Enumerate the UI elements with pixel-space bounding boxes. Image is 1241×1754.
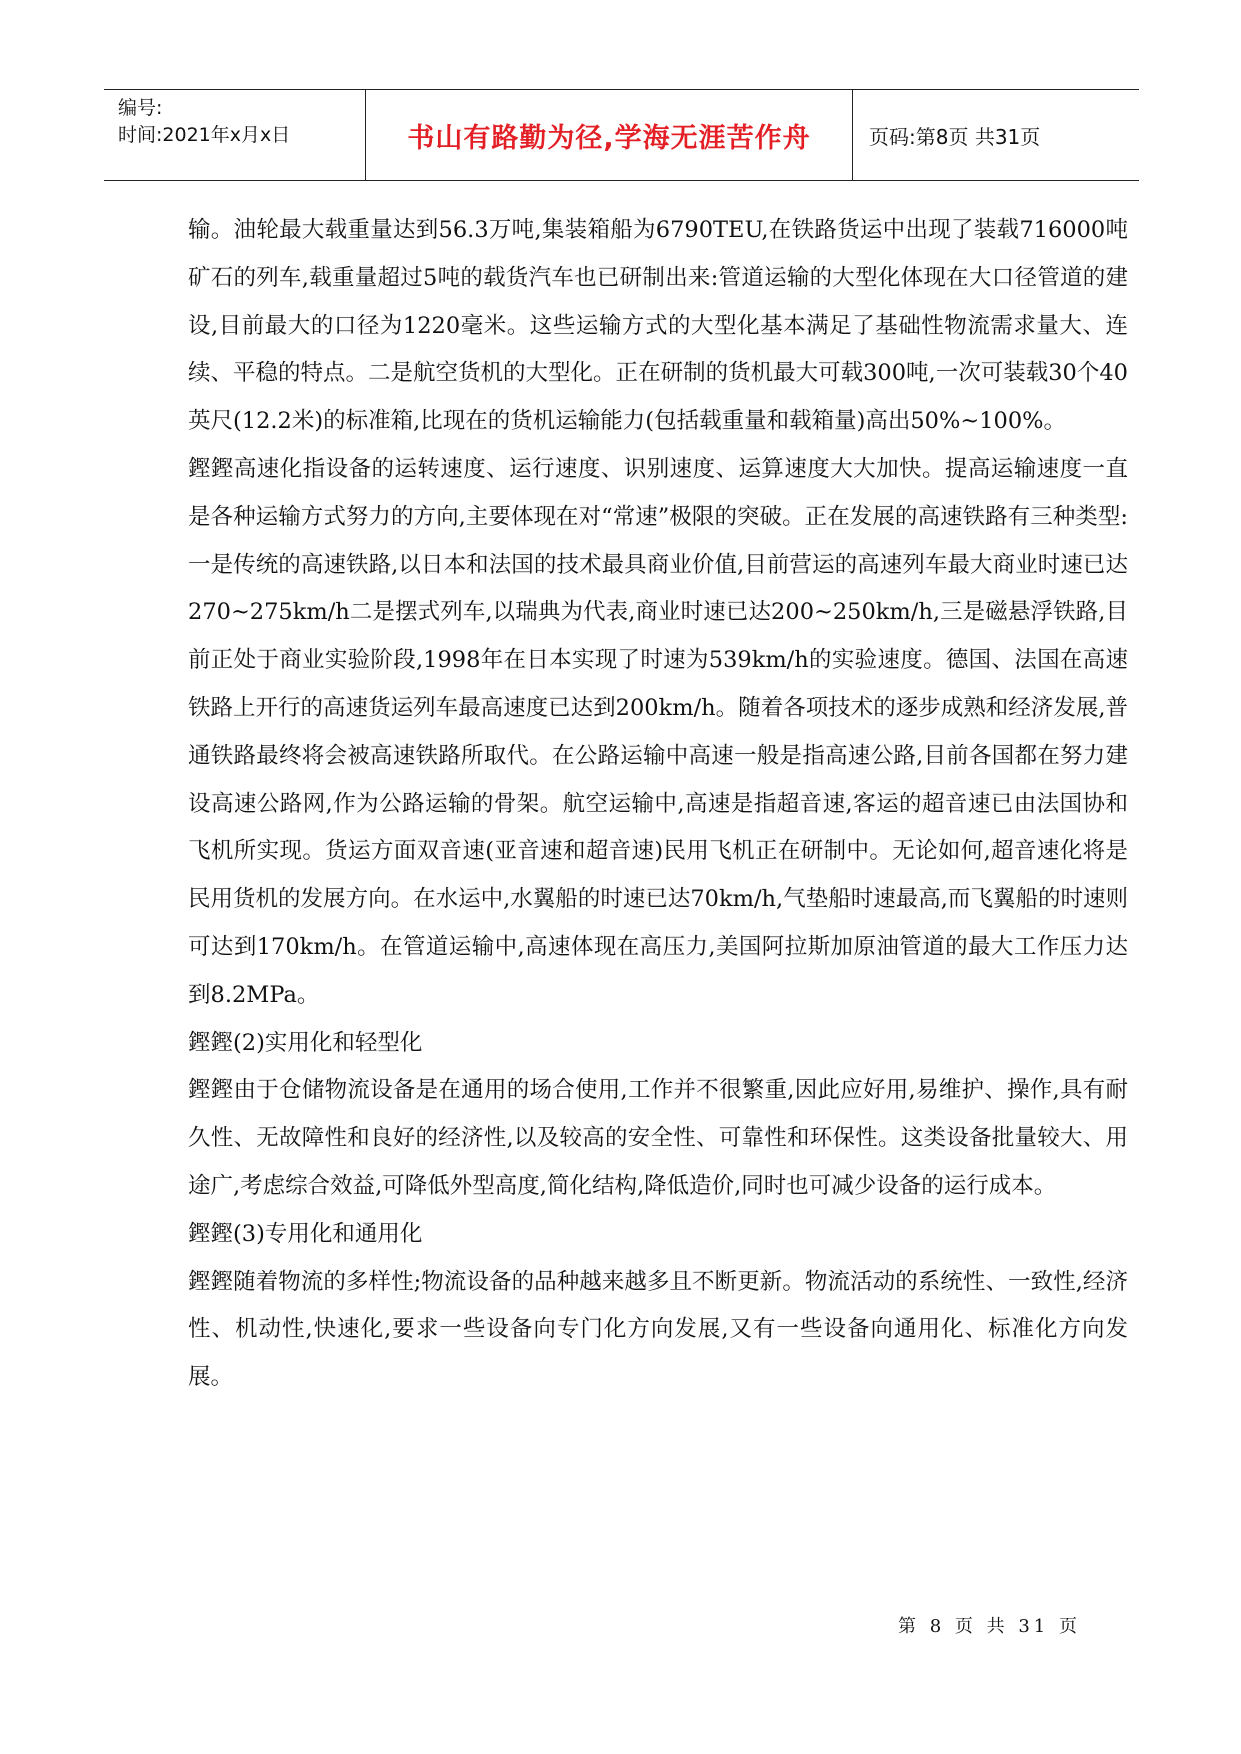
page-footer: 第 8 页 共 31 页 [898,1616,1081,1637]
section-heading: 鏗鏗(3)专用化和通用化 [188,1220,423,1247]
document-date-label: 时间:2021年x月x日 [118,124,291,146]
header-motto: 书山有路勤为径,学海无涯苦作舟 [407,122,811,154]
header-motto-cell [366,90,853,180]
document-body [188,207,1128,1402]
page-header [104,89,1139,181]
body-paragraph: 输。油轮最大载重量达到56.3万吨,集装箱船为6790TEU,在铁路货运中出现了装载716000吨矿石的列车,载重量超过5吨的载货汽车也已研制出来:管道运输的大型化体现在大口径管道的建设,目前最大的口径为1220毫米。这些运输方式的大型化基本满足了基础性物流需求量大、连续、平稳的特点。二是航空货机的大型化。正在研制的货机最大可载300吨,一次可装载30个40英尺(12.2米)的标准箱,比现在的货机运输能力(包括载重量和载箱量)高出50%~100%。 [188,217,1128,435]
body-paragraph: 鏗鏗由于仓储物流设备是在通用的场合使用,工作并不很繁重,因此应好用,易维护、操作,具有耐久性、无故障性和良好的经济性,以及较高的安全性、可靠性和环保性。这类设备批量较大、用途广,考虑综合效益,可降低外型高度,简化结构,降低造价,同时也可减少设备的运行成本。 [188,1077,1128,1199]
header-page-code: 页码:第8页 共31页 [869,124,1041,149]
header-page-cell [853,90,1139,180]
header-meta-cell [104,90,366,180]
section-heading: 鏗鏗(2)实用化和轻型化 [188,1029,423,1056]
document-number-label: 编号: [118,97,163,119]
body-paragraph: 鏗鏗高速化指设备的运转速度、运行速度、识别速度、运算速度大大加快。提高运输速度一直是各种运输方式努力的方向,主要体现在对“常速”极限的突破。正在发展的高速铁路有三种类型:一是传统的高速铁路,以日本和法国的技术最具商业价值,目前营运的高速列车最大商业时速已达270~275km/h二是摆式列车,以瑞典为代表,商业时速已达200~250km/h,三是磁悬浮铁路,目前正处于商业实验阶段,1998年在日本实现了时速为539km/h的实验速度。德国、法国在高速铁路上开行的高速货运列车最高速度已达到200km/h。随着各项技术的逐步成熟和经济发展,普通铁路最终将会被高速铁路所取代。在公路运输中高速一般是指高速公路,目前各国都在努力建设高速公路网,作为公路运输的骨架。航空运输中,高速是指超音速,客运的超音速已由法国协和飞机所实现。货运方面双音速(亚音速和超音速)民用飞机正在研制中。无论如何,超音速化将是民用货机的发展方向。在水运中,水翼船的时速已达70km/h,气垫船时速最高,而飞翼船的时速则可达到170km/h。在管道运输中,高速体现在高压力,美国阿拉斯加原油管道的最大工作压力达到8.2MPa。 [188,455,1128,1008]
body-paragraph: 鏗鏗随着物流的多样性;物流设备的品种越来越多且不断更新。物流活动的系统性、一致性,经济性、机动性,快速化,要求一些设备向专门化方向发展,又有一些设备向通用化、标准化方向发展。 [188,1268,1128,1391]
